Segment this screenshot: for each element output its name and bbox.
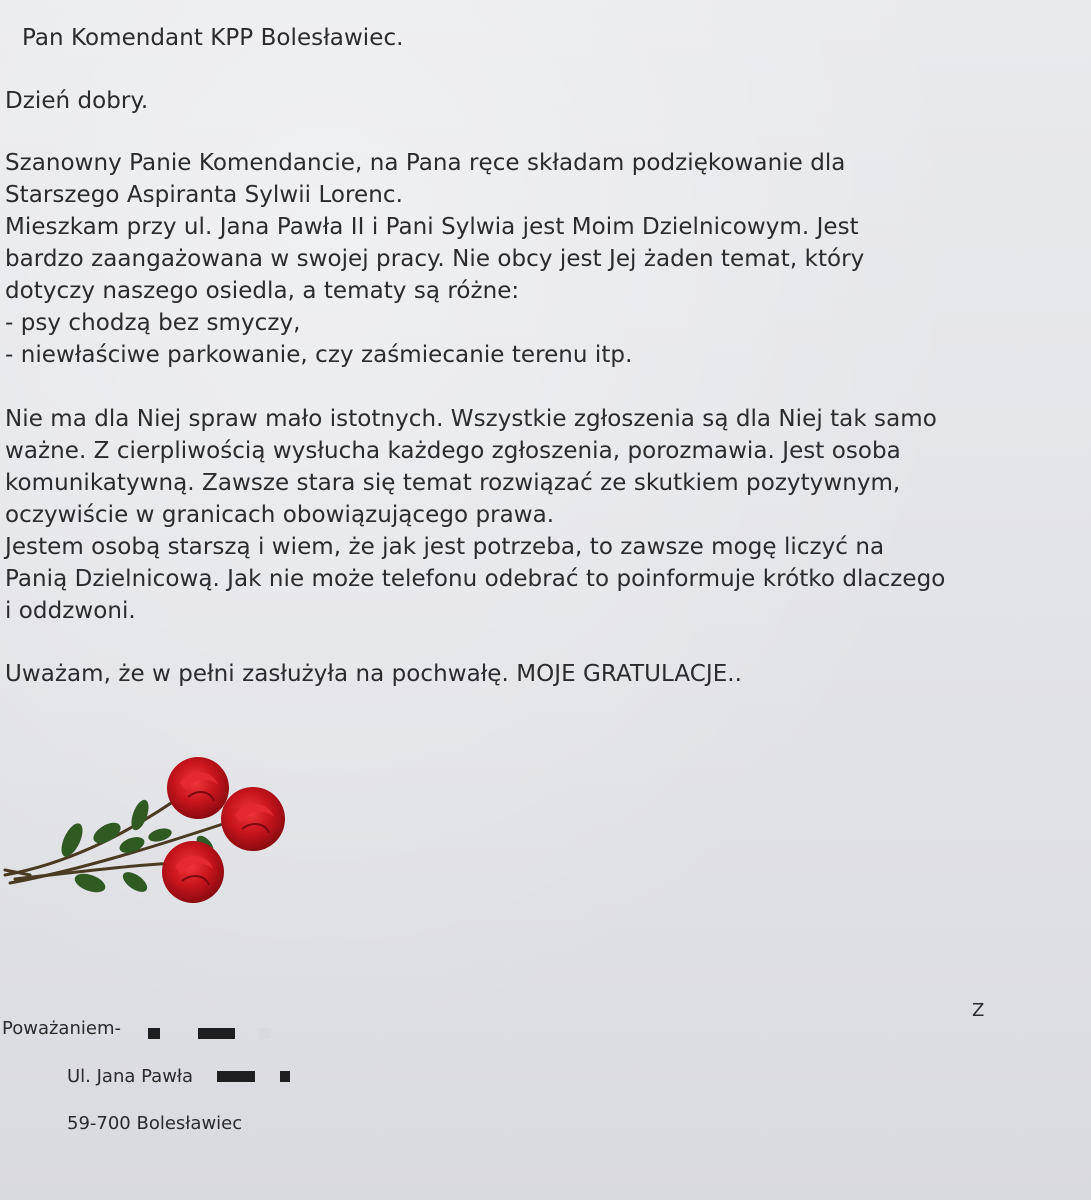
paragraph1-line-6: - psy chodzą bez smyczy, <box>5 310 301 336</box>
redaction-block <box>148 1028 160 1039</box>
redaction-block <box>198 1028 235 1039</box>
closing-statement: Uważam, że w pełni zasłużyła na pochwałę. MOJE GRATULACJE.. <box>5 661 743 687</box>
greeting: Dzień dobry. <box>5 88 149 114</box>
paragraph1-line-7: - niewłaściwe parkowanie, czy zaśmiecanie terenu itp. <box>5 342 633 368</box>
rose-bottom <box>162 841 224 903</box>
signature-street: Ul. Jana Pawła <box>67 1066 194 1087</box>
redaction-block <box>280 1071 290 1082</box>
signature-regards: Poważaniem- <box>2 1018 121 1039</box>
rose-right <box>221 787 285 851</box>
paragraph1-line-3: Mieszkam przy ul. Jana Pawła II i Pani Sylwia jest Moim Dzielnicowym. Jest <box>5 214 859 240</box>
paragraph2-line-6: Panią Dzielnicową. Jak nie może telefonu odebrać to poinformuje krótko dlaczego <box>5 566 946 592</box>
signature-city: 59-700 Bolesławiec <box>67 1113 243 1134</box>
paragraph2-line-3: komunikatywną. Zawsze stara się temat rozwiązać ze skutkiem pozytywnym, <box>5 470 901 496</box>
paragraph1-line-2: Starszego Aspiranta Sylwii Lorenc. <box>5 182 403 208</box>
paragraph2-line-7: i oddzwoni. <box>5 598 136 624</box>
paragraph2-line-2: ważne. Z cierpliwością wysłucha każdego zgłoszenia, porozmawia. Jest osoba <box>5 438 901 464</box>
paragraph1-line-1: Szanowny Panie Komendancie, na Pana ręce składam podziękowanie dla <box>5 150 846 176</box>
redaction-block <box>217 1071 255 1082</box>
roses-illustration <box>0 745 300 910</box>
redaction-block <box>259 1028 271 1039</box>
signature-mark: Z <box>972 1000 985 1021</box>
paragraph1-line-4: bardzo zaangażowana w swojej pracy. Nie obcy jest Jej żaden temat, który <box>5 246 865 272</box>
paragraph1-line-5: dotyczy naszego osiedla, a tematy są różne: <box>5 278 520 304</box>
addressee: Pan Komendant KPP Bolesławiec. <box>22 25 404 51</box>
paragraph2-line-4: oczywiście w granicach obowiązującego prawa. <box>5 502 555 528</box>
rose-top <box>167 757 229 819</box>
paragraph2-line-5: Jestem osobą starszą i wiem, że jak jest potrzeba, to zawsze mogę liczyć na <box>5 534 885 560</box>
paragraph2-line-1: Nie ma dla Niej spraw mało istotnych. Wszystkie zgłoszenia są dla Niej tak samo <box>5 406 937 432</box>
